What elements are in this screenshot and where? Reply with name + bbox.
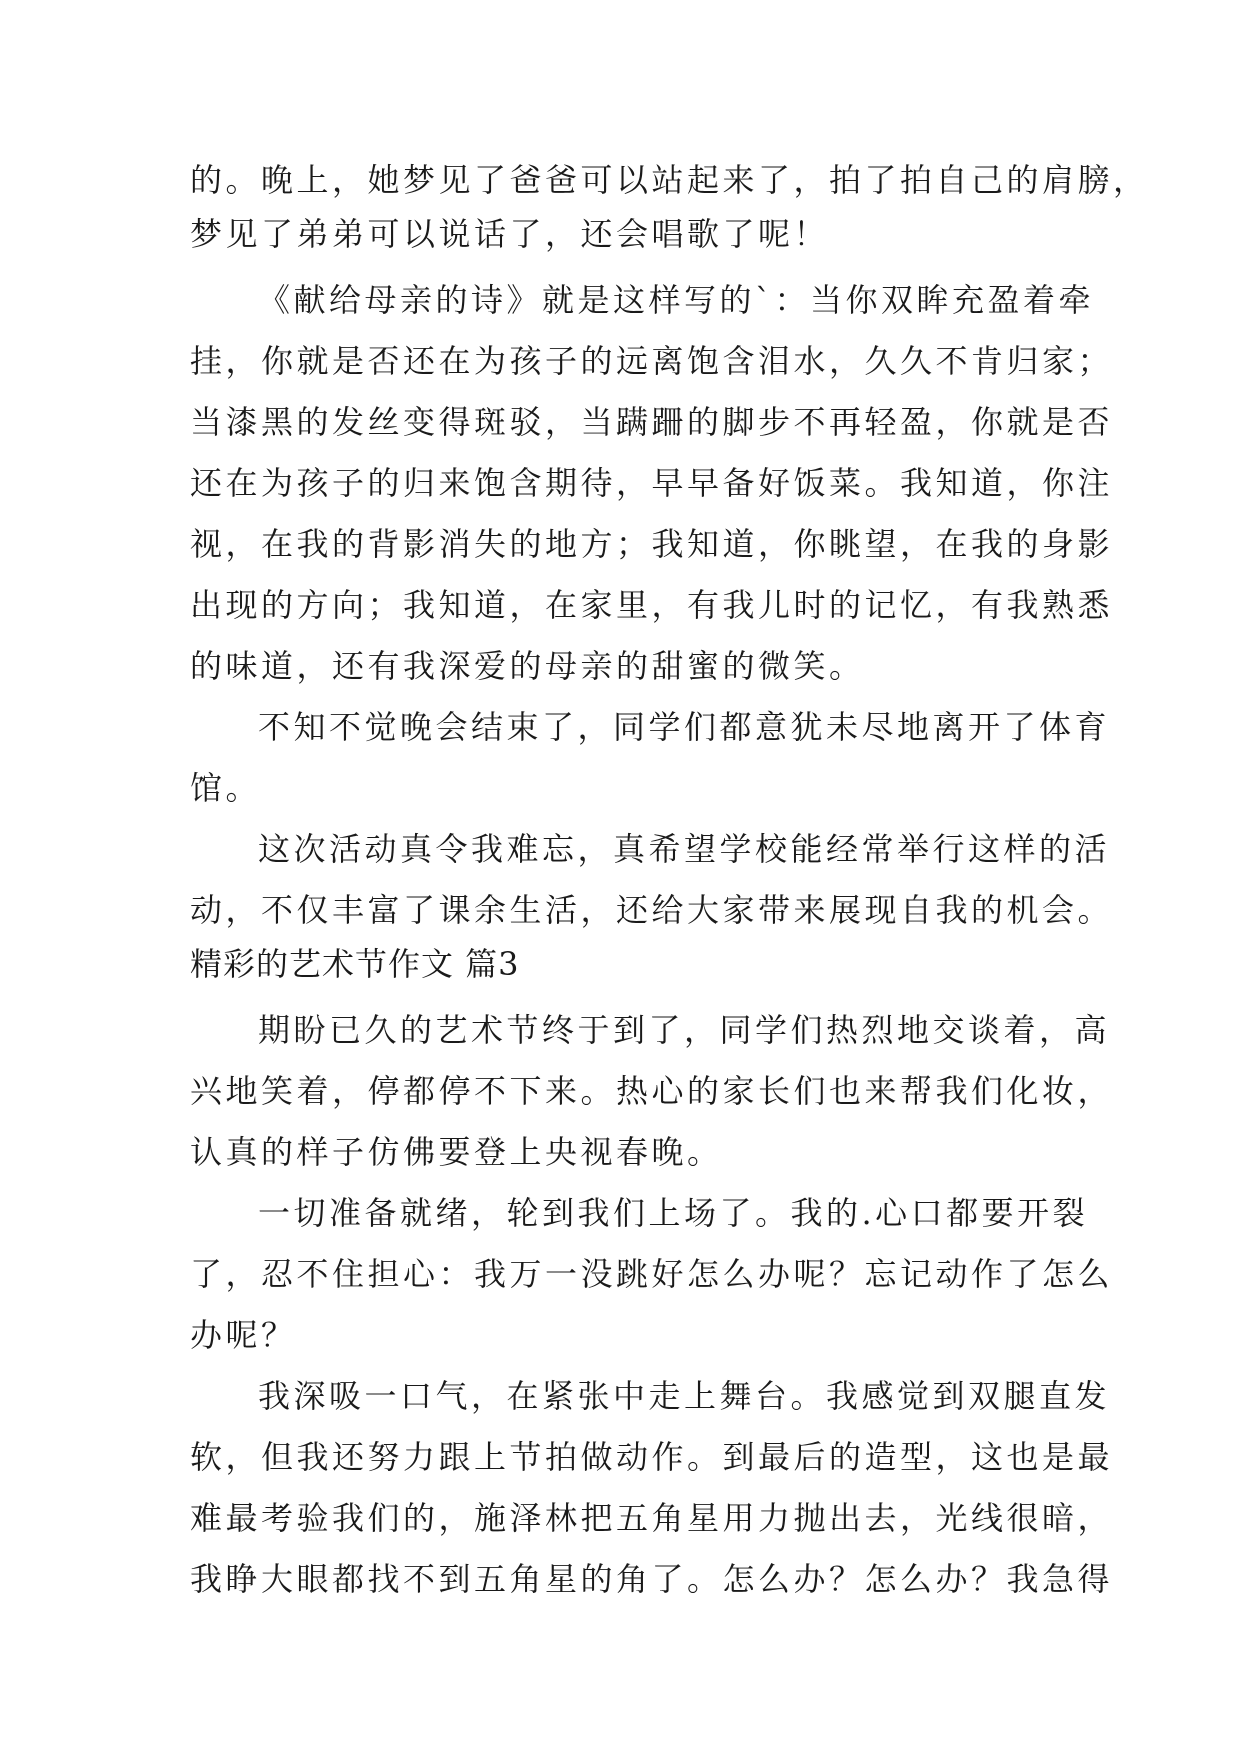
text-line: 还在为孩子的归来饱含期待，早早备好饭菜。我知道，你注 [190, 464, 1114, 502]
text-line: 办呢？ [190, 1316, 297, 1354]
text-line: 动，不仅丰富了课余生活，还给大家带来展现自我的机会。 [190, 891, 1114, 929]
text-line: 兴地笑着，停都停不下来。热心的家长们也来帮我们化妆， [190, 1072, 1114, 1110]
text-line: 当漆黑的发丝变得斑驳，当蹒跚的脚步不再轻盈，你就是否 [190, 403, 1114, 441]
text-line: 挂，你就是否还在为孩子的远离饱含泪水，久久不肯归家； [190, 342, 1114, 380]
text-line: 我睁大眼都找不到五角星的角了。怎么办？怎么办？我急得 [190, 1560, 1114, 1598]
text-line: 梦见了弟弟可以说话了，还会唱歌了呢！ [190, 215, 830, 253]
text-line: 了，忍不住担心：我万一没跳好怎么办呢？忘记动作了怎么 [190, 1255, 1114, 1293]
text-line: 馆。 [190, 769, 262, 807]
text-line: 认真的样子仿佛要登上央视春晚。 [190, 1133, 723, 1171]
text-line: 期盼已久的艺术节终于到了，同学们热烈地交谈着，高 [258, 1011, 1111, 1049]
text-line: 视，在我的背影消失的地方；我知道，你眺望，在我的身影 [190, 525, 1114, 563]
text-line: 的。晚上，她梦见了爸爸可以站起来了，拍了拍自己的肩膀， [190, 161, 1149, 199]
text-line: 不知不觉晚会结束了，同学们都意犹未尽地离开了体育 [258, 708, 1111, 746]
text-line: 难最考验我们的，施泽林把五角星用力抛出去，光线很暗， [190, 1499, 1114, 1537]
text-line: 出现的方向；我知道，在家里，有我儿时的记忆，有我熟悉 [190, 586, 1114, 624]
text-line: 软，但我还努力跟上节拍做动作。到最后的造型，这也是最 [190, 1438, 1114, 1476]
text-line: 《献给母亲的诗》就是这样写的`：当你双眸充盈着牵 [258, 281, 1095, 319]
section-heading: 精彩的艺术节作文 篇3 [190, 945, 520, 983]
text-line: 的味道，还有我深爱的母亲的甜蜜的微笑。 [190, 647, 865, 685]
text-line: 我深吸一口气，在紧张中走上舞台。我感觉到双腿直发 [258, 1377, 1111, 1415]
text-line: 这次活动真令我难忘，真希望学校能经常举行这样的活 [258, 830, 1111, 868]
text-line: 一切准备就绪，轮到我们上场了。我的.心口都要开裂 [258, 1194, 1089, 1232]
